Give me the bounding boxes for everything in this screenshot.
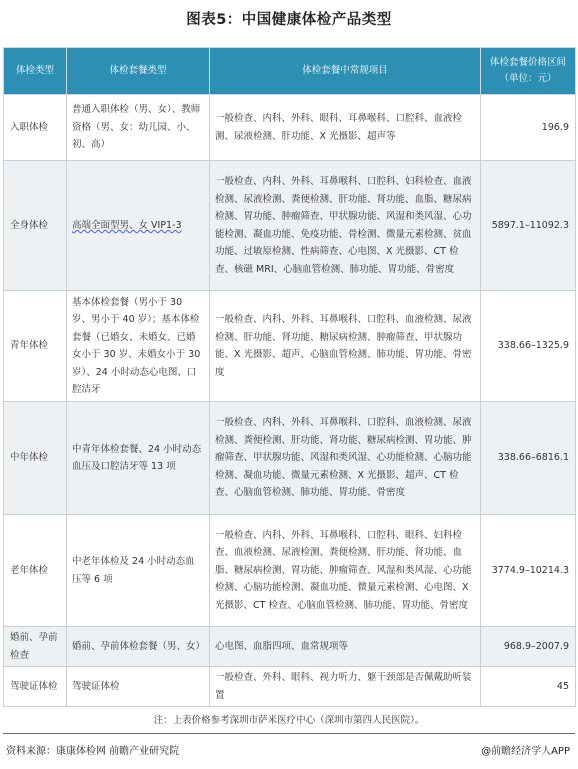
cell-items: 心电图、血脂四项、血常规项等 [210,627,481,667]
cell-price: 196.9 [481,95,576,161]
cell-price: 338.66–1325.9 [481,291,576,402]
table-row [4,291,576,402]
table-header-row [4,48,576,95]
cell-type: 入职体检 [4,95,67,161]
cell-package: 中青年体检套餐、24 小时动态血压及口腔洁牙等 13 项 [67,402,210,515]
header-price: 体检套餐价格区间（单位：元） [481,48,576,95]
cell-type: 婚前、孕前检查 [4,627,67,667]
cell-price: 5897.1–11092.3 [481,161,576,291]
product-type-table [3,47,575,707]
cell-type: 驾驶证体检 [4,667,67,707]
cell-package: 普通入职体检（男、女）、教师资格（男、女：幼儿园、小、初、高） [67,95,210,161]
cell-price: 3774.9–10214.3 [481,515,576,627]
table-row [4,667,576,707]
table-row [4,95,576,161]
cell-type: 中年体检 [4,402,67,515]
cell-price: 338.66–6816.1 [481,402,576,515]
cell-type: 青年体检 [4,291,67,402]
table-row [4,627,576,667]
cell-items: 一般检查、内科、外科、眼科、耳鼻喉科、口腔科、血液检测、尿液检测、肝功能、X 光摄影、超声等 [210,95,481,161]
cell-items: 一般检查、外科、眼科、视力听力、躯干颈部是否佩戴助听装置 [210,667,481,707]
cell-items: 一般检查、内科、外科、耳鼻喉科、口腔科、眼科、妇科检查、血液检测、尿液检测、粪便检测、肝功能、肾功能、血脂、糖尿病检测、胃功能、肿瘤筛查、风湿和类风湿、心功能检测、心脑功能检测、凝血功能、微量元素检测、心电图、X 光摄影、CT 检查、心脑血管检测、肺功能、胃功能、骨密度 [210,515,481,627]
cell-type: 老年体检 [4,515,67,627]
table-row [4,161,576,291]
divider [3,733,575,734]
cell-items: 一般检查、内科、外科、耳鼻喉科、口腔科、血液检测、尿液检测、肝功能、肾功能、糖尿病检测、肿瘤筛查、甲状腺功能、X 光摄影、超声、心脑血管检测、肺功能、胃功能、骨密度 [210,291,481,402]
chart-title: 图表5：中国健康体检产品类型 [186,12,392,28]
cell-type: 全身体检 [4,161,67,291]
cell-price: 968.9–2007.9 [481,627,576,667]
table-row [4,515,576,627]
cell-package: 驾驶证体检 [67,667,210,707]
header-items: 体检套餐中常规项目 [210,48,481,95]
cell-package [67,161,210,291]
cell-items: 一般检查、内科、外科、耳鼻喉科、口腔科、血液检测、尿液检测、粪便检测、肝功能、肾功能、糖尿病检测、胃功能、肿瘤筛查、甲状腺功能、风湿和类风湿、心功能检测、心脑功能检测、凝血功能、微量元素检测、X 光摄影、超声、CT 检查、心脑血管检测、肺功能、胃功能、骨密度 [210,402,481,515]
cell-items: 一般检查、内科、外科、耳鼻喉科、口腔科、妇科检查、血液检测、尿液检测、粪便检测、肝功能、肾功能、血脂、糖尿病检测、胃功能、肿瘤筛查、甲状腺功能、风湿和类风湿、心功能检测、凝血功能、免疫功能、骨检测、微量元素检测、贫血功能、过敏原检测、性病筛查、心电图、X 光摄影、CT 检查、核磁 MRI、心脑血管检测、肺功能、胃功能、骨密度 [210,161,481,291]
brand-text: @前瞻经济学人APP [481,746,570,757]
source-text: 资料来源：康康体检网 前瞻产业研究院 [6,746,180,757]
footnote: 注：上表价格参考深圳市萨米医疗中心（深圳市第四人民医院）。 [153,715,425,726]
cell-package: 婚前、孕前体检套餐（男、女） [67,627,210,667]
cell-package-text: 高端全面型男、女 VIP1-3 [72,219,182,231]
table-row [4,402,576,515]
header-package: 体检套餐类型 [67,48,210,95]
header-type: 体检类型 [4,48,67,95]
cell-package: 基本体检套餐（男小于 30 岁、男小于 40 岁）；基本体检套餐（已婚女、未婚女、已婚女小于 30 岁、未婚女小于 30 岁）、24 小时动态心电图、口腔洁牙 [67,291,210,402]
cell-package: 中老年体检及 24 小时动态血压等 6 项 [67,515,210,627]
cell-price: 45 [481,667,576,707]
